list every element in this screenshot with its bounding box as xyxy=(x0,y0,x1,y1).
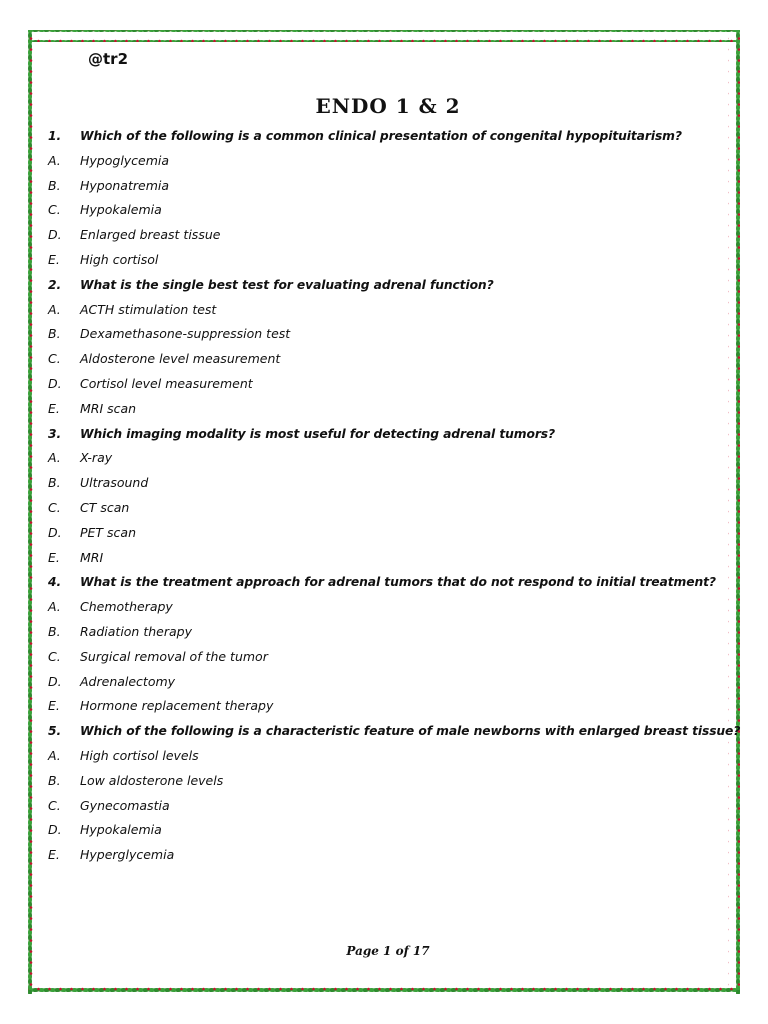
option-letter: C. xyxy=(48,499,61,515)
question-stem xyxy=(48,570,728,595)
option-letter: C. xyxy=(48,797,61,813)
question-block xyxy=(48,719,741,868)
answer-option xyxy=(48,645,728,670)
option-text: Gynecomastia xyxy=(80,797,170,813)
answer-option xyxy=(48,794,728,819)
option-text: X-ray xyxy=(80,450,113,466)
answer-option xyxy=(48,397,728,422)
answer-option xyxy=(48,223,728,248)
option-letter: A. xyxy=(48,599,61,615)
option-text: PET scan xyxy=(80,524,137,540)
answer-option xyxy=(48,694,728,719)
question-text: Which of the following is a common clinical presentation of congenital hypopituitarism? xyxy=(80,129,682,143)
option-text: Hypoglycemia xyxy=(80,152,170,168)
answer-option xyxy=(48,744,728,769)
answer-option xyxy=(48,769,728,794)
option-letter: A. xyxy=(48,450,61,466)
option-text: Hyperglycemia xyxy=(80,847,175,863)
option-letter: E. xyxy=(48,251,60,267)
option-letter: A. xyxy=(48,152,61,168)
page-number-footer: Page 1 of 17 xyxy=(346,944,430,958)
option-text: Adrenalectomy xyxy=(80,673,176,689)
option-letter: B. xyxy=(48,623,61,639)
option-letter: E. xyxy=(48,698,60,714)
question-number: 5. xyxy=(48,724,62,739)
question-block xyxy=(48,124,728,273)
answer-option xyxy=(48,670,728,695)
question-block xyxy=(48,570,728,719)
document-page xyxy=(48,0,741,1024)
answer-option xyxy=(48,446,728,471)
answer-option xyxy=(48,595,728,620)
answer-option xyxy=(48,471,728,496)
option-letter: D. xyxy=(48,822,62,838)
option-letter: A. xyxy=(48,747,61,763)
question-text: What is the treatment approach for adrenal tumors that do not respond to initial treatment? xyxy=(80,575,716,590)
option-letter: B. xyxy=(48,326,61,342)
question-stem xyxy=(48,422,728,447)
question-number: 3. xyxy=(48,426,62,441)
option-text: Dexamethasone-suppression test xyxy=(80,326,291,342)
answer-option xyxy=(48,521,728,546)
question-number: 4. xyxy=(48,575,62,590)
question-block xyxy=(48,273,728,422)
option-text: Aldosterone level measurement xyxy=(80,351,281,367)
option-text: Low aldosterone levels xyxy=(80,772,224,788)
option-text: Radiation therapy xyxy=(80,623,192,639)
option-text: Chemotherapy xyxy=(80,599,173,615)
question-text: Which imaging modality is most useful for detecting adrenal tumors? xyxy=(80,426,556,441)
option-text: ACTH stimulation test xyxy=(80,301,217,317)
option-text: Ultrasound xyxy=(80,475,149,491)
option-letter: B. xyxy=(48,177,61,193)
answer-option xyxy=(48,198,728,223)
option-text: Hormone replacement therapy xyxy=(80,698,274,714)
option-text: High cortisol xyxy=(80,251,159,267)
author-tag: @tr2 xyxy=(88,50,129,68)
option-letter: D. xyxy=(48,673,62,689)
option-text: Surgical removal of the tumor xyxy=(80,648,268,664)
answer-option xyxy=(48,149,728,174)
question-stem xyxy=(48,273,728,298)
option-letter: B. xyxy=(48,475,61,491)
question-stem xyxy=(48,719,741,744)
option-text: MRI scan xyxy=(80,400,137,416)
answer-option xyxy=(48,818,728,843)
question-list xyxy=(48,124,741,868)
option-text: Hypokalemia xyxy=(80,822,162,838)
option-letter: B. xyxy=(48,772,61,788)
option-text: Hypokalemia xyxy=(80,202,162,218)
question-number: 2. xyxy=(48,277,62,292)
answer-option xyxy=(48,843,728,868)
question-number: 1. xyxy=(48,129,62,143)
question-block xyxy=(48,422,728,571)
option-letter: E. xyxy=(48,400,60,416)
answer-option xyxy=(48,496,728,521)
answer-option xyxy=(48,347,728,372)
page-title: ENDO 1 & 2 xyxy=(315,94,461,118)
option-letter: D. xyxy=(48,227,62,243)
option-letter: E. xyxy=(48,847,60,863)
option-text: Enlarged breast tissue xyxy=(80,227,221,243)
answer-option xyxy=(48,174,728,199)
option-letter: C. xyxy=(48,202,61,218)
answer-option xyxy=(48,298,728,323)
option-text: High cortisol levels xyxy=(80,747,199,763)
option-letter: A. xyxy=(48,301,61,317)
option-letter: D. xyxy=(48,524,62,540)
question-text: Which of the following is a characteristic feature of male newborns with enlarged breast tissue? xyxy=(80,724,741,739)
answer-option xyxy=(48,546,728,571)
option-letter: C. xyxy=(48,648,61,664)
option-letter: D. xyxy=(48,375,62,391)
answer-option xyxy=(48,372,728,397)
option-letter: C. xyxy=(48,351,61,367)
option-text: MRI xyxy=(80,549,104,565)
option-text: CT scan xyxy=(80,499,130,515)
answer-option xyxy=(48,620,728,645)
answer-option xyxy=(48,322,728,347)
question-text: What is the single best test for evaluating adrenal function? xyxy=(80,277,494,292)
option-text: Cortisol level measurement xyxy=(80,375,253,391)
option-text: Hyponatremia xyxy=(80,177,170,193)
answer-option xyxy=(48,248,728,273)
question-stem xyxy=(48,124,728,149)
option-letter: E. xyxy=(48,549,60,565)
